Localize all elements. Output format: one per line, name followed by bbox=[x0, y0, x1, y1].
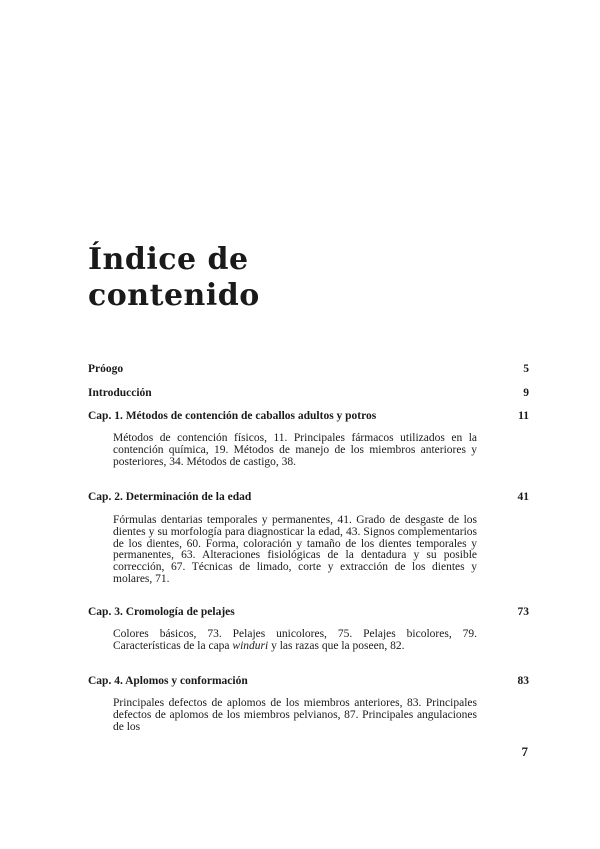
toc-entry-page: 73 bbox=[517, 606, 529, 618]
toc-entry-description bbox=[113, 629, 477, 653]
toc-entry-introduction bbox=[88, 384, 529, 402]
toc-entry-label: Cap. 3. Cromología de pelajes bbox=[88, 606, 235, 618]
toc-entry-chapter-3 bbox=[88, 603, 529, 652]
toc-entry-chapter-2 bbox=[88, 488, 529, 585]
toc-entry-page: 41 bbox=[517, 491, 529, 503]
page-title bbox=[88, 242, 260, 314]
toc-entry-prologue bbox=[88, 360, 529, 378]
toc-entry-chapter-4 bbox=[88, 672, 529, 733]
toc-entry-label: Cap. 2. Determinación de la edad bbox=[88, 491, 252, 503]
toc-entry-page: 83 bbox=[517, 675, 529, 687]
toc-entry-description: Fórmulas dentarias temporales y permanentes, 41. Grado de desgaste de los dientes y su morfología para diagnosticar la edad, 43. Signos complementarios de los dientes, 60. Forma, coloración y tamaño de los dientes temporales y permanentes, 63. Alteraciones fisiológicas de la dentadura y su posible corrección, 67. Técnicas de limado, corte y extracción de los dientes y molares, 71. bbox=[113, 514, 477, 585]
toc-entry-page: 5 bbox=[523, 363, 529, 375]
toc-entry-chapter-1 bbox=[88, 407, 529, 468]
page-number: 7 bbox=[521, 744, 528, 759]
title-line-2: contenido bbox=[88, 278, 260, 313]
toc-entry-label: Próogo bbox=[88, 363, 124, 375]
description-text: y las razas que la poseen, 82. bbox=[268, 639, 405, 652]
description-text: Colores básicos, 73. Pelajes unicolores, 75. Pelajes bicolores, 79. Características de la capa bbox=[113, 628, 477, 652]
toc-entry-label: Introducción bbox=[88, 387, 152, 399]
toc-entry-description: Principales defectos de aplomos de los miembros anteriores, 83. Principales defectos de aplomos de los miembros pelvianos, 87. Principales angulaciones de los bbox=[113, 697, 477, 733]
title-line-1: Índice de bbox=[88, 242, 249, 277]
toc-entry-page: 9 bbox=[523, 387, 529, 399]
toc-entry-description: Métodos de contención físicos, 11. Principales fármacos utilizados en la contención química, 19. Métodos de manejo de los miembros anteriores y posteriores, 34. Métodos de castigo, 38. bbox=[113, 432, 477, 468]
toc-entry-label: Cap. 1. Métodos de contención de caballos adultos y potros bbox=[88, 410, 377, 422]
description-italic-term: winduri bbox=[232, 639, 269, 652]
toc-entry-label: Cap. 4. Aplomos y conformación bbox=[88, 675, 248, 687]
toc-entry-page: 11 bbox=[518, 410, 529, 422]
